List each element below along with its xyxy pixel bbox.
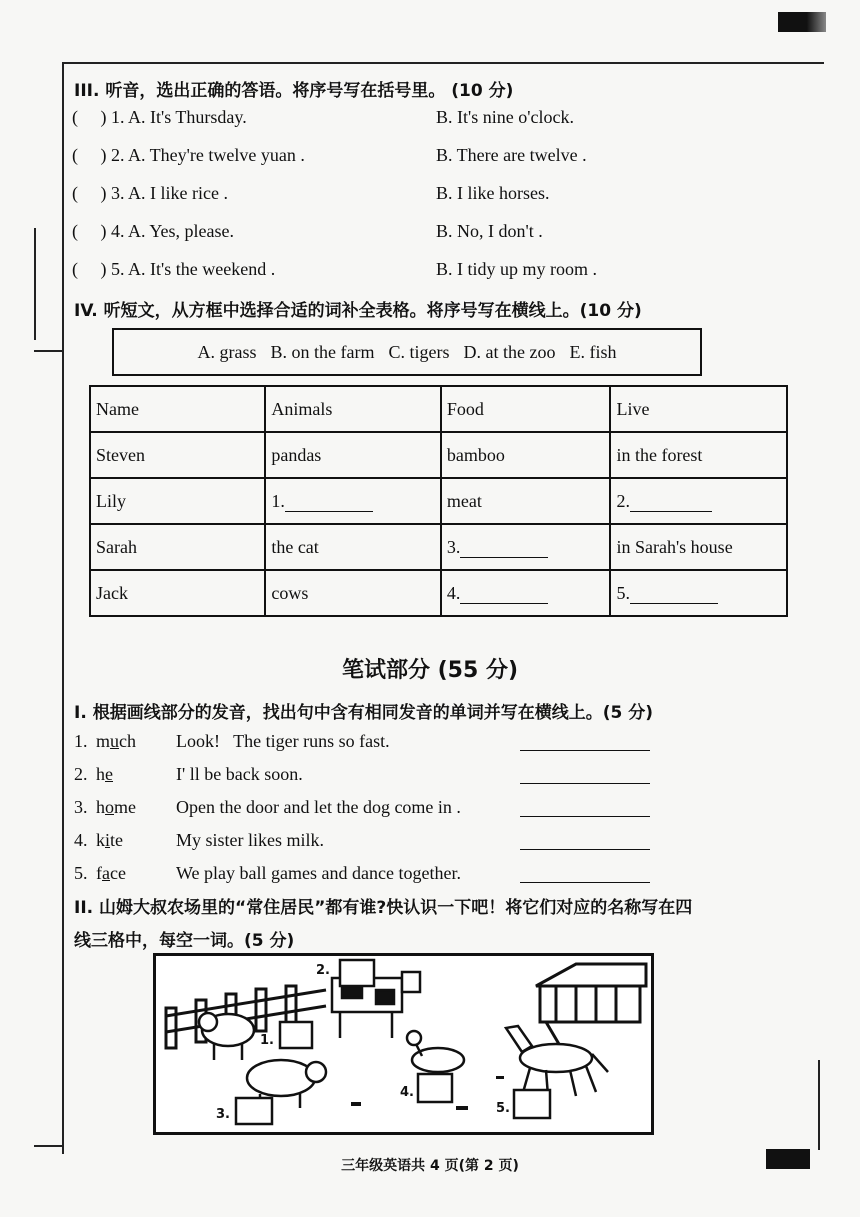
farm-picture xyxy=(153,953,654,1135)
table-cell: Sarah xyxy=(90,524,265,570)
phonics-items xyxy=(74,728,674,893)
answer-blank[interactable] xyxy=(285,511,373,512)
section-III-items xyxy=(72,104,772,294)
box-label-4: 4. xyxy=(400,1085,414,1100)
item-option-b: B. I like horses. xyxy=(436,183,550,203)
right-edge-line xyxy=(818,1060,820,1150)
blank-number: 2. xyxy=(616,490,630,511)
word-part: f xyxy=(96,863,102,883)
table-cell: cows xyxy=(265,570,441,616)
table-cell: in the forest xyxy=(610,432,787,478)
option-a: A. grass xyxy=(197,341,257,362)
word-underlined: e xyxy=(105,764,113,784)
table-cell-blank[interactable] xyxy=(441,570,611,616)
table-header-row xyxy=(90,386,787,432)
blank-number: 1. xyxy=(271,490,285,511)
list-item xyxy=(72,180,772,218)
binding-bracket xyxy=(30,228,36,340)
option-d: D. at the zoo xyxy=(463,341,556,362)
answer-blank[interactable] xyxy=(460,557,548,558)
word-underlined: o xyxy=(105,797,114,817)
corner-mark-top xyxy=(778,12,826,32)
item-option-b: B. No, I don't . xyxy=(436,221,543,241)
page-footer: 三年级英语共 4 页(第 2 页) xyxy=(341,1158,519,1174)
table-cell-blank[interactable] xyxy=(610,570,787,616)
box-label-3: 3. xyxy=(216,1107,230,1122)
table-row xyxy=(90,524,787,570)
item-number: 1. xyxy=(74,731,88,751)
word-part: te xyxy=(110,830,124,850)
sheep-icon xyxy=(199,1013,254,1060)
section-IV-heading: IV. 听短文，从方框中选择合适的词补全表格。将序号写在横线上。(10 分) xyxy=(74,301,642,321)
table-row xyxy=(90,570,787,616)
word-part: ch xyxy=(119,731,137,751)
phonics-word xyxy=(96,797,136,818)
list-item xyxy=(72,256,772,294)
phonics-word xyxy=(96,830,123,851)
word-part: me xyxy=(114,797,136,817)
part-II-heading-line2: 线三格中，每空一词。(5 分) xyxy=(74,931,295,951)
answer-blank[interactable] xyxy=(460,603,548,604)
binding-line-bottom xyxy=(34,1145,62,1147)
animal-table xyxy=(89,385,788,617)
box-label-1: 1. xyxy=(260,1033,274,1048)
item-option-b: B. I tidy up my room . xyxy=(436,259,597,279)
table-cell: meat xyxy=(441,478,611,524)
blank-number: 5. xyxy=(616,582,630,603)
box-label-5: 5. xyxy=(496,1101,510,1116)
table-cell: bamboo xyxy=(441,432,611,478)
horse-icon xyxy=(506,1026,608,1096)
item-option-a: ( ) 4. A. Yes, please. xyxy=(72,221,234,241)
answer-blank[interactable] xyxy=(630,511,712,512)
item-option-b: B. There are twelve . xyxy=(436,145,587,165)
table-row xyxy=(90,432,787,478)
list-item xyxy=(74,794,674,827)
answer-box-1[interactable] xyxy=(280,1022,312,1048)
word-options-box xyxy=(112,328,702,376)
option-e: E. fish xyxy=(569,341,617,362)
option-c: C. tigers xyxy=(388,341,450,362)
word-underlined: u xyxy=(110,731,120,751)
table-header: Animals xyxy=(265,386,441,432)
answer-blank[interactable] xyxy=(630,603,718,604)
item-number: 4. xyxy=(74,830,88,850)
table-cell: Jack xyxy=(90,570,265,616)
item-option-a: ( ) 5. A. It's the weekend . xyxy=(72,259,276,279)
table-cell: the cat xyxy=(265,524,441,570)
table-cell-blank[interactable] xyxy=(610,478,787,524)
sentence: My sister likes milk. xyxy=(176,830,324,850)
list-item xyxy=(74,860,674,893)
table-header: Food xyxy=(441,386,611,432)
list-item xyxy=(72,218,772,256)
item-option-b: B. It's nine o'clock. xyxy=(436,107,574,127)
table-cell: Steven xyxy=(90,432,265,478)
option-b: B. on the farm xyxy=(270,341,375,362)
sentence: I' ll be back soon. xyxy=(176,764,303,784)
table-cell: in Sarah's house xyxy=(610,524,787,570)
list-item xyxy=(74,761,674,794)
phonics-word xyxy=(96,764,113,785)
list-item xyxy=(74,728,674,761)
answer-blank[interactable] xyxy=(520,816,650,817)
word-part: m xyxy=(96,731,111,751)
phonics-word xyxy=(96,731,136,752)
item-number: 3. xyxy=(74,797,88,817)
list-item xyxy=(74,827,674,860)
item-option-a: ( ) 3. A. I like rice . xyxy=(72,183,228,203)
section-III-heading: III. 听音，选出正确的答语。将序号写在括号里。 (10 分) xyxy=(74,81,514,101)
blank-number: 3. xyxy=(446,536,461,557)
farm-illustration xyxy=(156,956,651,1132)
answer-box-4[interactable] xyxy=(418,1074,452,1102)
table-row xyxy=(90,478,787,524)
table-header: Live xyxy=(610,386,787,432)
phonics-word xyxy=(96,863,126,884)
word-underlined: i xyxy=(105,830,111,850)
sentence: Open the door and let the dog come in . xyxy=(176,797,461,817)
answer-blank[interactable] xyxy=(520,783,650,784)
answer-box-5[interactable] xyxy=(514,1090,550,1118)
part-I-heading: I. 根据画线部分的发音，找出句中含有相同发音的单词并写在横线上。(5 分) xyxy=(74,703,653,723)
list-item xyxy=(72,142,772,180)
word-part: k xyxy=(96,830,105,850)
table-cell-blank[interactable] xyxy=(265,478,441,524)
word-part: h xyxy=(96,764,105,784)
part-II-heading-line1: II. 山姆大叔农场里的“常住居民”都有谁?快认识一下吧！将它们对应的名称写在四 xyxy=(74,898,693,918)
answer-blank[interactable] xyxy=(520,750,650,751)
item-option-a: ( ) 2. A. They're twelve yuan . xyxy=(72,145,305,165)
word-underlined: a xyxy=(102,863,110,883)
list-item xyxy=(72,104,772,142)
sentence: Look! The tiger runs so fast. xyxy=(176,731,390,751)
table-header: Name xyxy=(90,386,265,432)
barn-icon xyxy=(536,964,646,1056)
table-cell: Lily xyxy=(90,478,265,524)
answer-box-2[interactable] xyxy=(340,960,374,986)
answer-blank[interactable] xyxy=(520,882,650,883)
item-number: 2. xyxy=(74,764,88,784)
duck-icon xyxy=(407,1031,464,1072)
table-cell: pandas xyxy=(265,432,441,478)
table-cell-blank[interactable] xyxy=(441,524,611,570)
answer-blank[interactable] xyxy=(520,849,650,850)
item-option-a: ( ) 1. A. It's Thursday. xyxy=(72,107,247,127)
item-number: 5. xyxy=(74,863,88,883)
written-section-title: 笔试部分 (55 分) xyxy=(341,658,519,683)
sentence: We play ball games and dance together. xyxy=(176,863,461,883)
word-part: h xyxy=(96,797,105,817)
box-label-2: 2. xyxy=(316,963,330,978)
binding-line xyxy=(34,350,62,352)
word-part: ce xyxy=(110,863,126,883)
answer-box-3[interactable] xyxy=(236,1098,272,1124)
blank-number: 4. xyxy=(446,582,461,603)
